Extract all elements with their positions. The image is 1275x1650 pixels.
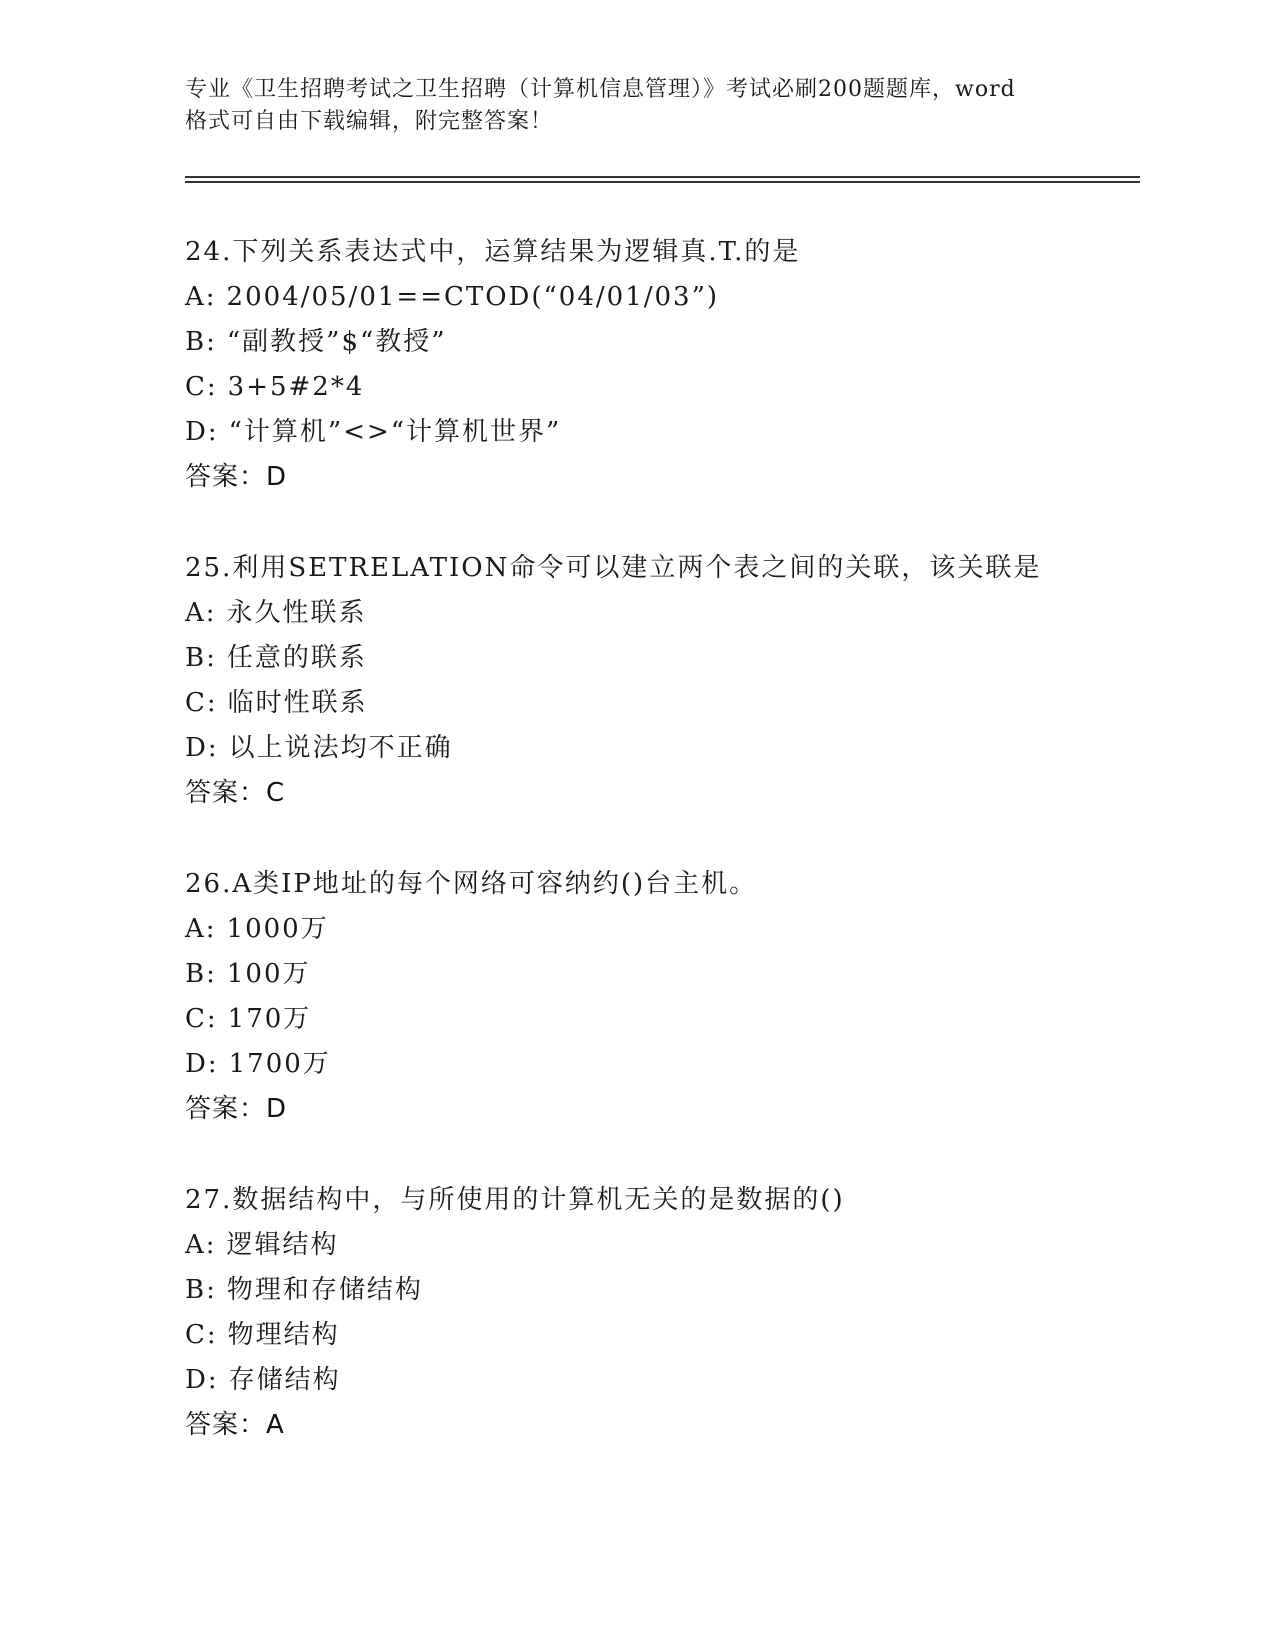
- question-stem: 27.数据结构中，与所使用的计算机无关的是数据的(): [185, 1185, 845, 1215]
- question-block: [185, 862, 1135, 1132]
- question-option: [185, 907, 1135, 952]
- option-text: 3+5#2*4: [227, 372, 365, 402]
- option-key: D:: [185, 1049, 219, 1079]
- option-key: C:: [185, 1320, 218, 1350]
- question-option: [185, 410, 1135, 455]
- option-text: 1000万: [226, 914, 329, 944]
- option-key: B:: [185, 1275, 217, 1305]
- question-option: [185, 320, 1135, 365]
- question-answer: 答案：D: [185, 1094, 288, 1124]
- option-key: C:: [185, 372, 218, 402]
- header-divider-bottom: [185, 181, 1140, 183]
- question-option: [185, 997, 1135, 1042]
- question-option: [185, 636, 1135, 681]
- question-option: [185, 591, 1135, 636]
- question-stem: 26.A类IP地址的每个网络可容纳约()台主机。: [185, 869, 758, 899]
- question-option: [185, 1268, 1135, 1313]
- question-answer: 答案：C: [185, 778, 286, 808]
- option-text: “计算机”<>“计算机世界”: [228, 417, 562, 447]
- question-option: [185, 726, 1135, 771]
- option-key: A:: [185, 1230, 217, 1260]
- header-line-2: 格式可自由下载编辑，附完整答案！: [185, 109, 554, 134]
- question-option: [185, 365, 1135, 410]
- option-text: 临时性联系: [227, 688, 368, 718]
- option-text: 永久性联系: [226, 598, 367, 628]
- option-key: D:: [185, 733, 219, 763]
- option-text: 2004/05/01==CTOD(“04/01/03”): [226, 282, 720, 312]
- option-text: 1700万: [228, 1049, 331, 1079]
- question-option: [185, 1042, 1135, 1087]
- document-header: [185, 74, 1105, 138]
- option-text: 存储结构: [228, 1365, 341, 1395]
- option-key: A:: [185, 914, 217, 944]
- option-key: C:: [185, 1004, 218, 1034]
- option-text: 170万: [227, 1004, 312, 1034]
- question-block: [185, 1178, 1135, 1448]
- option-text: 任意的联系: [226, 643, 367, 673]
- question-stem: 25.利用SETRELATION命令可以建立两个表之间的关联，该关联是: [185, 553, 1042, 583]
- header-divider-top: [185, 176, 1140, 178]
- question-block: [185, 546, 1135, 816]
- question-block: [185, 230, 1135, 500]
- option-key: B:: [185, 643, 217, 673]
- option-key: D:: [185, 417, 219, 447]
- question-option: [185, 275, 1135, 320]
- question-option: [185, 952, 1135, 997]
- question-answer: 答案：A: [185, 1410, 285, 1440]
- option-text: 物理和存储结构: [226, 1275, 423, 1305]
- question-stem: 24.下列关系表达式中，运算结果为逻辑真.T.的是: [185, 237, 801, 267]
- option-text: 物理结构: [227, 1320, 340, 1350]
- option-text: 以上说法均不正确: [228, 733, 453, 763]
- question-option: [185, 1223, 1135, 1268]
- option-text: “副教授”$“教授”: [226, 327, 447, 357]
- option-key: D:: [185, 1365, 219, 1395]
- option-key: B:: [185, 327, 217, 357]
- question-option: [185, 681, 1135, 726]
- header-line-1: 专业《卫生招聘考试之卫生招聘（计算机信息管理）》考试必刷200题题库，word: [185, 77, 1016, 102]
- option-key: B:: [185, 959, 217, 989]
- option-key: C:: [185, 688, 218, 718]
- option-text: 100万: [226, 959, 311, 989]
- question-option: [185, 1358, 1135, 1403]
- option-key: A:: [185, 598, 217, 628]
- question-option: [185, 1313, 1135, 1358]
- question-answer: 答案：D: [185, 462, 288, 492]
- option-text: 逻辑结构: [226, 1230, 339, 1260]
- option-key: A:: [185, 282, 217, 312]
